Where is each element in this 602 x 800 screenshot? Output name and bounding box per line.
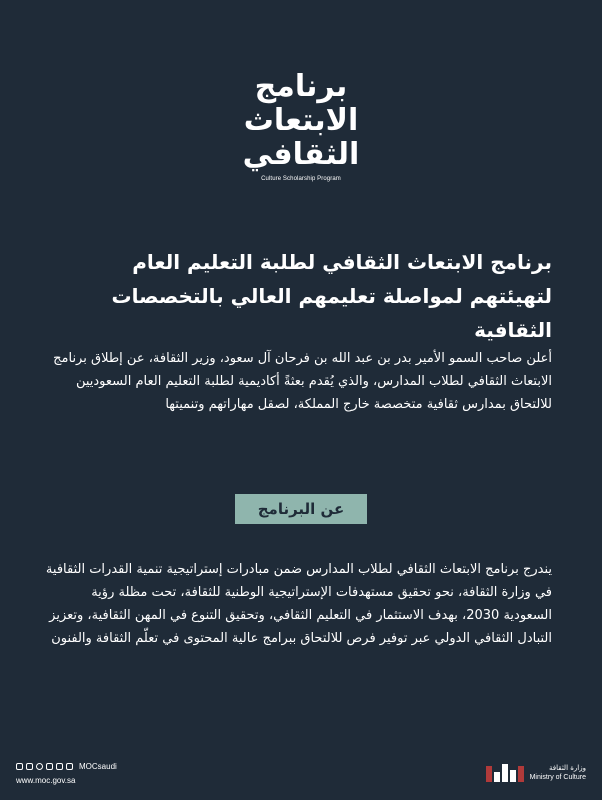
- website-link[interactable]: www.moc.gov.sa: [16, 776, 76, 785]
- youtube-icon[interactable]: [56, 763, 63, 770]
- program-logo: [0, 70, 602, 182]
- x-icon[interactable]: [16, 763, 23, 770]
- social-links: [16, 760, 117, 772]
- intro-paragraph: أعلن صاحب السمو الأمير بدر بن عبد الله بن فرحان آل سعود، وزير الثقافة، عن إطلاق برنامج الابتعاث الثقافي لطلاب المدارس، والذي يُقدم بعثةً أكاديمية لطلبة التعليم العام السعوديين للالتحاق بمدارس ثقافية متخصصة خارج المملكة، لصقل مهاراتهم وتنميتها: [53, 351, 552, 412]
- ministry-emblem-icon: [486, 764, 524, 782]
- page-headline: [42, 245, 552, 347]
- logo-line-2: الابتعاث: [243, 103, 359, 138]
- ministry-name-ar: وزارة الثقافة: [549, 764, 586, 772]
- headline-line-2: لتهيئتهم لمواصلة تعليمهم العالي بالتخصصات الثقافية: [111, 284, 552, 342]
- linkedin-icon[interactable]: [66, 763, 73, 770]
- instagram-icon[interactable]: [26, 763, 33, 770]
- about-paragraph: يندرج برنامج الابتعاث الثقافي لطلاب المدارس ضمن مبادرات إستراتيجية تنمية القدرات الثقافية في وزارة الثقافة، نحو تحقيق مستهدفات الإستراتيجية الوطنية للثقافة، تحت مظلة رؤية السعودية 2030، بهدف الاستثمار في التعليم الثقافي، وتحقيق التنوع في المهن الثقافية، وتعزيز التبادل الثقافي الدولي عبر توفير فرص للالتحاق ببرامج عالية المحتوى في تعلّم الثقافة والفنون: [45, 562, 552, 646]
- snapchat-icon[interactable]: [46, 763, 53, 770]
- logo-line-3: الثقافي: [242, 137, 360, 172]
- logo-line-1: برنامج: [254, 69, 348, 104]
- footer-contact: [16, 760, 117, 785]
- logo-subtitle: Culture Scholarship Program: [261, 176, 341, 182]
- ministry-name-en: Ministry of Culture: [529, 774, 586, 781]
- headline-line-1: برنامج الابتعاث الثقافي لطلبة التعليم العام: [132, 250, 552, 274]
- social-handle[interactable]: MOCsaudi: [79, 761, 117, 771]
- section-heading-about: عن البرنامج: [235, 494, 367, 524]
- ministry-logo: [486, 764, 586, 782]
- facebook-icon[interactable]: [36, 763, 43, 770]
